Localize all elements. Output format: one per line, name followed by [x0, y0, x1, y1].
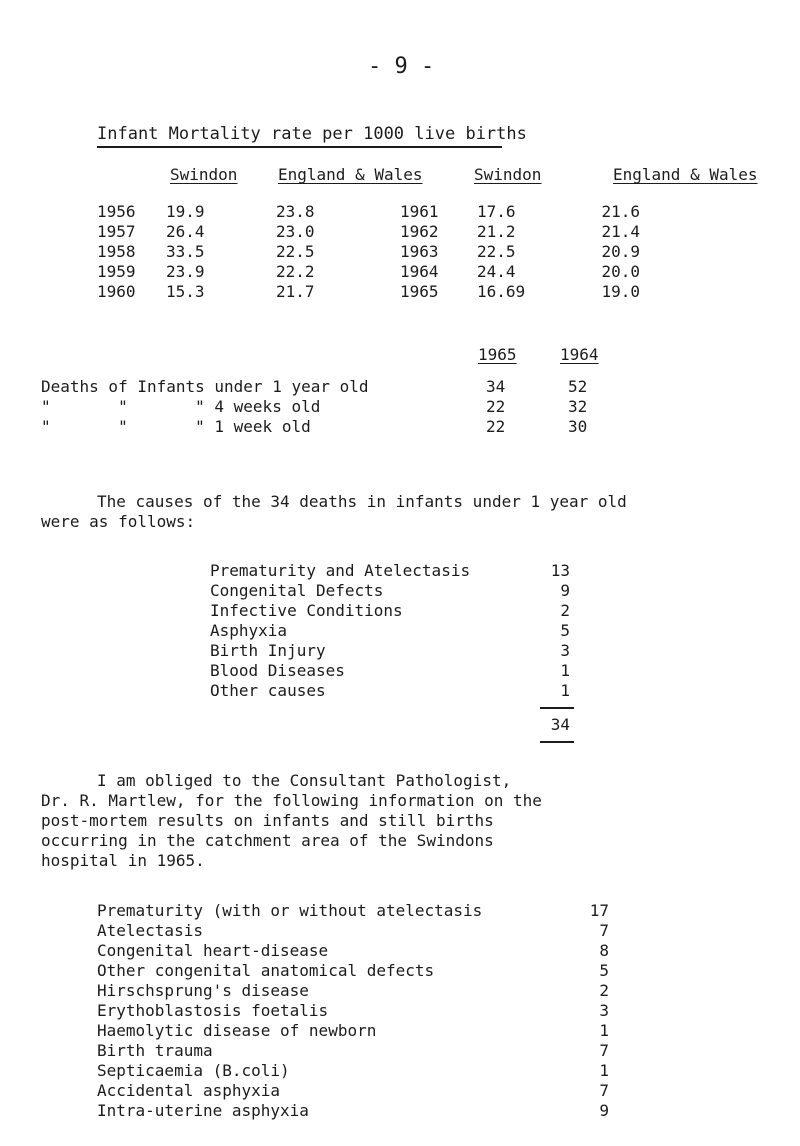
postmortem-value: 1 — [599, 1061, 609, 1080]
header-swindon-left: Swindon — [170, 165, 238, 184]
rate-year: 1959 — [97, 262, 136, 281]
paragraph-line: hospital in 1965. — [41, 851, 205, 870]
rate-ew: 21.4 — [601, 222, 640, 241]
postmortem-label: Prematurity (with or without atelectasis — [97, 901, 483, 920]
rate-swindon: 17.6 — [477, 202, 516, 221]
rate-ew: 23.0 — [276, 222, 315, 241]
cause-label: Birth Injury — [210, 641, 326, 660]
cause-label: Blood Diseases — [210, 661, 345, 680]
deaths-col-1964: 1964 — [560, 345, 599, 364]
rate-year: 1960 — [97, 282, 136, 301]
postmortem-value: 7 — [599, 1041, 609, 1060]
rate-year: 1961 — [400, 202, 439, 221]
postmortem-label: Atelectasis — [97, 921, 203, 940]
postmortem-value: 2 — [599, 981, 609, 1000]
postmortem-label: Intra-uterine asphyxia — [97, 1101, 309, 1120]
total-rule-bottom — [540, 741, 574, 743]
paragraph-line: I am obliged to the Consultant Pathologist, — [97, 771, 512, 790]
rate-year: 1956 — [97, 202, 136, 221]
deaths-row-1964: 30 — [568, 417, 588, 436]
postmortem-value: 3 — [599, 1001, 609, 1020]
paragraph-line: occurring in the catchment area of the Swindons — [41, 831, 494, 850]
rate-year: 1963 — [400, 242, 439, 261]
postmortem-value: 5 — [599, 961, 609, 980]
page-number: - 9 - — [368, 54, 435, 79]
total-rule-top — [540, 707, 574, 709]
rate-swindon: 23.9 — [166, 262, 205, 281]
deaths-row-1964: 52 — [568, 377, 588, 396]
postmortem-value: 17 — [589, 901, 609, 920]
postmortem-label: Septicaemia (B.coli) — [97, 1061, 290, 1080]
rate-swindon: 22.5 — [477, 242, 516, 261]
cause-label: Other causes — [210, 681, 326, 700]
rate-year: 1964 — [400, 262, 439, 281]
cause-value: 5 — [560, 621, 570, 640]
postmortem-label: Accidental asphyxia — [97, 1081, 281, 1100]
rate-ew: 21.6 — [601, 202, 640, 221]
postmortem-label: Hirschsprung's disease — [97, 981, 309, 1000]
rate-swindon: 24.4 — [477, 262, 516, 281]
title-underline — [97, 146, 502, 148]
header-ew-right: England & Wales — [613, 165, 758, 184]
postmortem-value: 8 — [599, 941, 609, 960]
header-swindon-right: Swindon — [474, 165, 542, 184]
causes-total: 34 — [550, 715, 570, 734]
cause-value: 2 — [560, 601, 570, 620]
rate-year: 1958 — [97, 242, 136, 261]
header-ew-left: England & Wales — [278, 165, 423, 184]
paragraph-line: post-mortem results on infants and still births — [41, 811, 494, 830]
cause-label: Congenital Defects — [210, 581, 384, 600]
rate-ew: 20.9 — [601, 242, 640, 261]
rate-ew: 20.0 — [601, 262, 640, 281]
postmortem-value: 7 — [599, 921, 609, 940]
postmortem-value: 1 — [599, 1021, 609, 1040]
rate-ew: 23.8 — [276, 202, 315, 221]
cause-label: Prematurity and Atelectasis — [210, 561, 471, 580]
cause-value: 13 — [550, 561, 570, 580]
causes-intro-line2: were as follows: — [41, 512, 196, 531]
rate-ew: 21.7 — [276, 282, 315, 301]
rate-swindon: 21.2 — [477, 222, 516, 241]
page-title: Infant Mortality rate per 1000 live births — [97, 124, 527, 144]
rate-ew: 19.0 — [601, 282, 640, 301]
rate-swindon: 26.4 — [166, 222, 205, 241]
deaths-row-1965: 34 — [486, 377, 506, 396]
rate-ew: 22.2 — [276, 262, 315, 281]
cause-value: 9 — [560, 581, 570, 600]
deaths-row-1964: 32 — [568, 397, 588, 416]
rate-year: 1957 — [97, 222, 136, 241]
cause-label: Infective Conditions — [210, 601, 403, 620]
cause-value: 3 — [560, 641, 570, 660]
paragraph-line: Dr. R. Martlew, for the following information on the — [41, 791, 542, 810]
deaths-row-1965: 22 — [486, 417, 506, 436]
deaths-col-1965: 1965 — [478, 345, 517, 364]
rate-year: 1962 — [400, 222, 439, 241]
cause-label: Asphyxia — [210, 621, 288, 640]
postmortem-label: Birth trauma — [97, 1041, 213, 1060]
deaths-row-label: " " " 4 weeks old — [41, 397, 321, 416]
rate-swindon: 15.3 — [166, 282, 205, 301]
rate-swindon: 33.5 — [166, 242, 205, 261]
rate-swindon: 19.9 — [166, 202, 205, 221]
deaths-row-1965: 22 — [486, 397, 506, 416]
causes-intro-line1: The causes of the 34 deaths in infants under 1 year old — [97, 492, 627, 511]
rate-swindon: 16.69 — [477, 282, 526, 301]
postmortem-label: Erythoblastosis foetalis — [97, 1001, 329, 1020]
postmortem-value: 9 — [599, 1101, 609, 1120]
cause-value: 1 — [560, 681, 570, 700]
postmortem-label: Congenital heart-disease — [97, 941, 329, 960]
deaths-row-label: " " " 1 week old — [41, 417, 311, 436]
rate-ew: 22.5 — [276, 242, 315, 261]
deaths-row-label: Deaths of Infants under 1 year old — [41, 377, 369, 396]
postmortem-label: Other congenital anatomical defects — [97, 961, 435, 980]
rate-year: 1965 — [400, 282, 439, 301]
postmortem-value: 7 — [599, 1081, 609, 1100]
postmortem-label: Haemolytic disease of newborn — [97, 1021, 377, 1040]
cause-value: 1 — [560, 661, 570, 680]
